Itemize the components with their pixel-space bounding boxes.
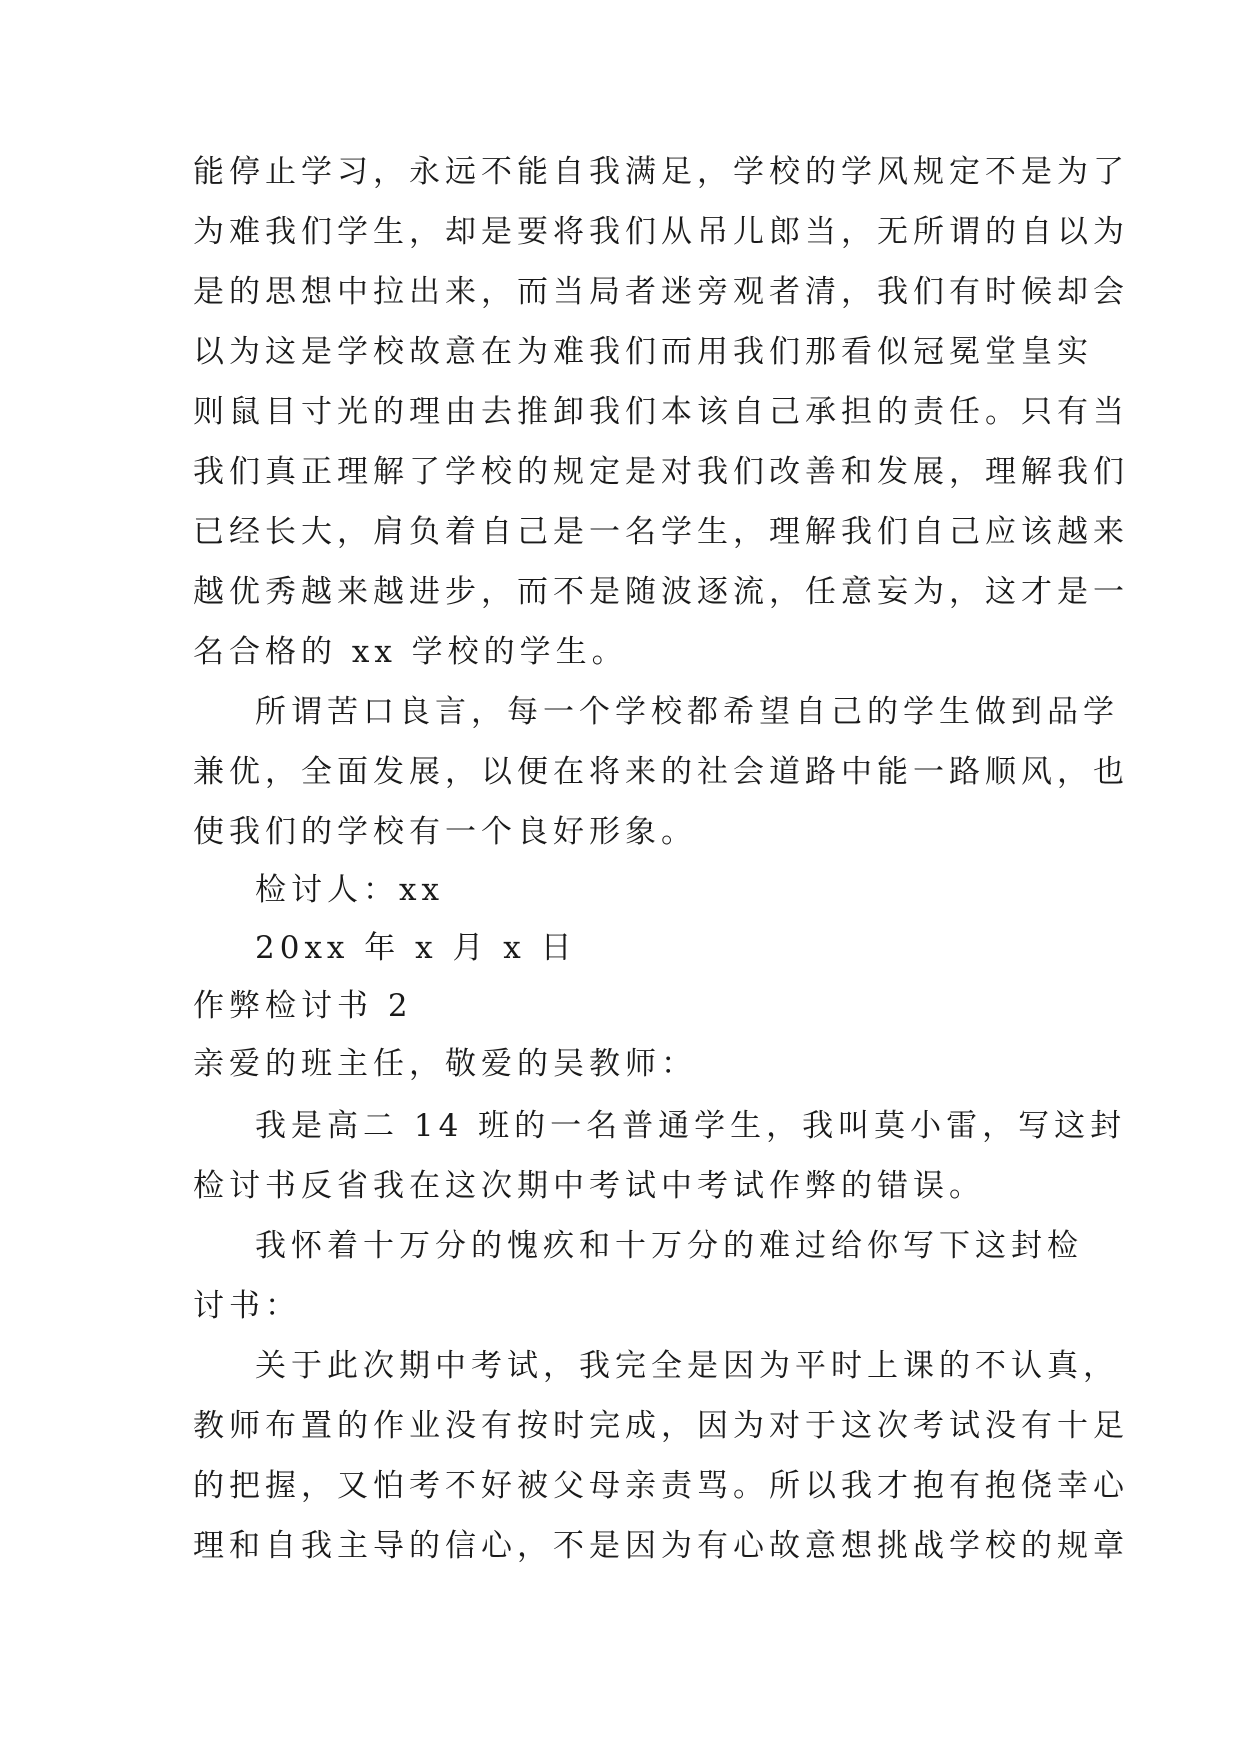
- paragraph-start-line: 关于此次期中考试，我完全是因为平时上课的不认真，: [255, 1348, 1119, 1384]
- body-text-line: 越优秀越来越进步，而不是随波逐流，任意妄为，这才是一: [193, 574, 1129, 610]
- body-text-line: 已经长大，肩负着自己是一名学生，理解我们自己应该越来: [193, 514, 1129, 550]
- body-text-line: 检讨书反省我在这次期中考试中考试作弊的错误。: [193, 1168, 985, 1204]
- body-text-line: 名合格的 xx 学校的学生。: [193, 634, 628, 670]
- body-text-line: 为难我们学生，却是要将我们从吊儿郎当，无所谓的自以为: [193, 214, 1129, 250]
- section-title: 作弊检讨书 2: [193, 988, 413, 1024]
- date-line: 20xx 年 x 月 x 日: [255, 930, 577, 966]
- body-text-line: 理和自我主导的信心，不是因为有心故意想挑战学校的规章: [193, 1528, 1129, 1564]
- body-text-line: 讨书：: [193, 1288, 301, 1324]
- body-text-line: 的把握，又怕考不好被父母亲责骂。所以我才抱有抱侥幸心: [193, 1468, 1129, 1504]
- body-text-line: 兼优，全面发展，以便在将来的社会道路中能一路顺风，也: [193, 754, 1129, 790]
- body-text-line: 能停止学习，永远不能自我满足，学校的学风规定不是为了: [193, 154, 1129, 190]
- body-text-line: 是的思想中拉出来，而当局者迷旁观者清，我们有时候却会: [193, 274, 1129, 310]
- paragraph-start-line: 我怀着十万分的愧疚和十万分的难过给你写下这封检: [255, 1228, 1083, 1264]
- body-text-line: 则鼠目寸光的理由去推卸我们本该自己承担的责任。只有当: [193, 394, 1129, 430]
- salutation: 亲爱的班主任，敬爱的吴教师：: [193, 1046, 697, 1082]
- paragraph-start-line: 所谓苦口良言，每一个学校都希望自己的学生做到品学: [255, 694, 1119, 730]
- paragraph-start-line: 我是高二 14 班的一名普通学生，我叫莫小雷，写这封: [255, 1108, 1127, 1144]
- signature-line: 检讨人：xx: [255, 872, 444, 908]
- body-text-line: 使我们的学校有一个良好形象。: [193, 814, 697, 850]
- body-text-line: 以为这是学校故意在为难我们而用我们那看似冠冕堂皇实: [193, 334, 1093, 370]
- body-text-line: 教师布置的作业没有按时完成，因为对于这次考试没有十足: [193, 1408, 1129, 1444]
- body-text-line: 我们真正理解了学校的规定是对我们改善和发展，理解我们: [193, 454, 1129, 490]
